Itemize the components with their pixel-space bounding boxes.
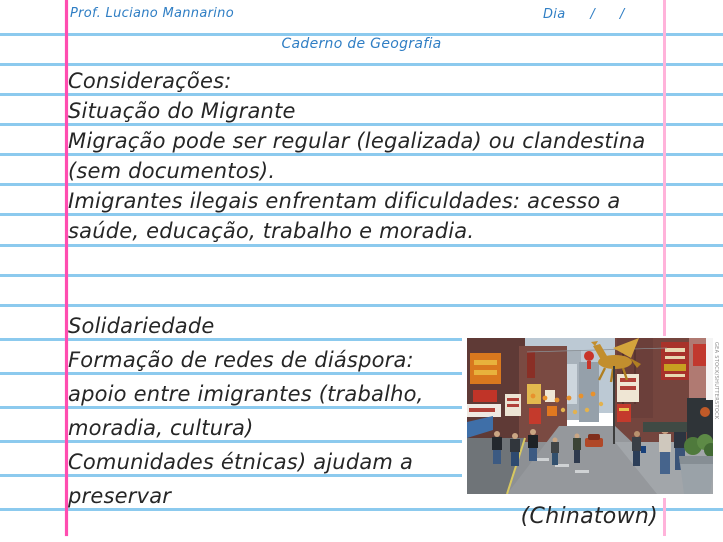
note-line: Imigrantes ilegais enfrentam dificuldades: acesso a (68, 189, 621, 213)
note-line: preservar (68, 484, 172, 508)
note-line: Solidariedade (68, 314, 215, 338)
note-line: Considerações: (68, 69, 232, 93)
note-line: saúde, educação, trabalho e moradia. (68, 219, 475, 243)
note-line: Migração pode ser regular (legalizada) ou clandestina (68, 129, 646, 153)
note-line: (sem documentos). (68, 159, 276, 183)
note-line: Comunidades étnicas) ajudam a (68, 450, 414, 474)
note-line: Formação de redes de diáspora: (68, 348, 414, 372)
note-line: Situação do Migrante (68, 99, 296, 123)
note-line: apoio entre imigrantes (trabalho, (68, 382, 424, 406)
note-line: moradia, cultura) (68, 416, 254, 440)
ruled-line (0, 274, 723, 277)
chinatown-photo (462, 336, 723, 498)
chinatown-photo-image (467, 338, 713, 494)
professor-name: Prof. Luciano Mannarino (70, 6, 234, 21)
notebook-title: Caderno de Geografia (281, 36, 442, 52)
date-label: Dia / / (543, 7, 625, 22)
photo-caption: (Chinatown) (520, 504, 658, 529)
photo-credit: GEA STOCK/SHUTTERSTOCK (713, 342, 719, 420)
